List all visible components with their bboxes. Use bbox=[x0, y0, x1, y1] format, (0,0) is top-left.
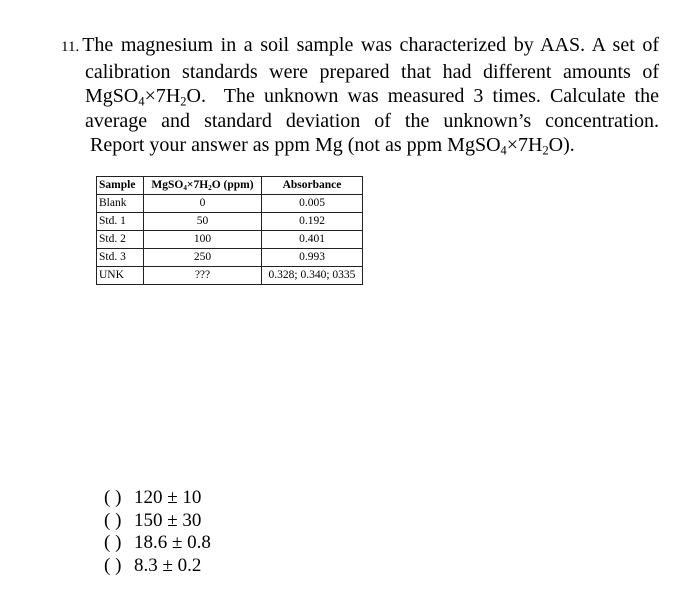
question-line-4: average and standard deviation of the unknown’s concentration. bbox=[85, 109, 659, 132]
header-sample: Sample bbox=[97, 177, 144, 195]
header-absorbance: Absorbance bbox=[262, 177, 363, 195]
question-line-2: calibration standards were prepared that had different amounts of bbox=[85, 60, 659, 83]
header-concentration: $MgSO_4\times 7H_2O$ (ppm) bbox=[144, 177, 262, 195]
option-checkbox[interactable]: ( ) bbox=[104, 509, 122, 531]
table-header-row bbox=[97, 177, 363, 195]
answer-options bbox=[104, 487, 211, 577]
cell-sample: Std. 3 bbox=[97, 249, 144, 267]
cell-sample: Blank bbox=[97, 195, 144, 213]
table-row bbox=[97, 249, 363, 267]
table-row bbox=[97, 195, 363, 213]
cell-absorbance: 0.192 bbox=[262, 213, 363, 231]
cell-concentration: 250 bbox=[144, 249, 262, 267]
cell-sample: Std. 2 bbox=[97, 231, 144, 249]
answer-option-1[interactable] bbox=[104, 487, 211, 510]
question-number: 11. bbox=[61, 39, 80, 55]
cell-concentration: 100 bbox=[144, 231, 262, 249]
option-label: 8.3 ± 0.2 bbox=[134, 554, 202, 576]
formula: $MgSO_4\times 7H_2O$ bbox=[85, 85, 201, 109]
option-checkbox[interactable]: ( ) bbox=[104, 487, 122, 508]
cell-sample: Std. 1 bbox=[97, 213, 144, 231]
question-line-3: $MgSO_4\times 7H_2O$. The unknown was measured 3 times. Calculate the bbox=[85, 85, 659, 109]
answer-option-3[interactable] bbox=[104, 532, 211, 555]
cell-concentration: 0 bbox=[144, 195, 262, 213]
answer-option-2[interactable] bbox=[104, 510, 211, 533]
answer-option-4[interactable] bbox=[104, 555, 211, 578]
cell-absorbance: 0.993 bbox=[262, 249, 363, 267]
cell-concentration: ??? bbox=[144, 267, 262, 285]
formula: $MgSO_4\times 7H_2O$ bbox=[447, 134, 564, 158]
option-checkbox[interactable]: ( ) bbox=[104, 532, 122, 553]
cell-sample: UNK bbox=[97, 267, 144, 285]
cell-absorbance: 0.401 bbox=[262, 231, 363, 249]
table-row bbox=[97, 213, 363, 231]
cell-concentration: 50 bbox=[144, 213, 262, 231]
option-label: 120 ± 10 bbox=[134, 487, 202, 508]
cell-absorbance: 0.328; 0.340; 0335 bbox=[262, 267, 363, 285]
cell-absorbance: 0.005 bbox=[262, 195, 363, 213]
question-text bbox=[61, 33, 659, 158]
question-line-1: 11. The magnesium in a soil sample was characterized by AAS. A set of bbox=[61, 34, 659, 56]
table-row bbox=[97, 231, 363, 249]
table-row bbox=[97, 267, 363, 285]
question-line-5: Report your answer as ppm Mg (not as ppm $MgSO_4\times 7H_2O$). bbox=[90, 134, 575, 158]
option-label: 18.6 ± 0.8 bbox=[134, 532, 211, 553]
calibration-table bbox=[96, 176, 363, 285]
option-label: 150 ± 30 bbox=[134, 509, 202, 531]
option-checkbox[interactable]: ( ) bbox=[104, 554, 122, 576]
